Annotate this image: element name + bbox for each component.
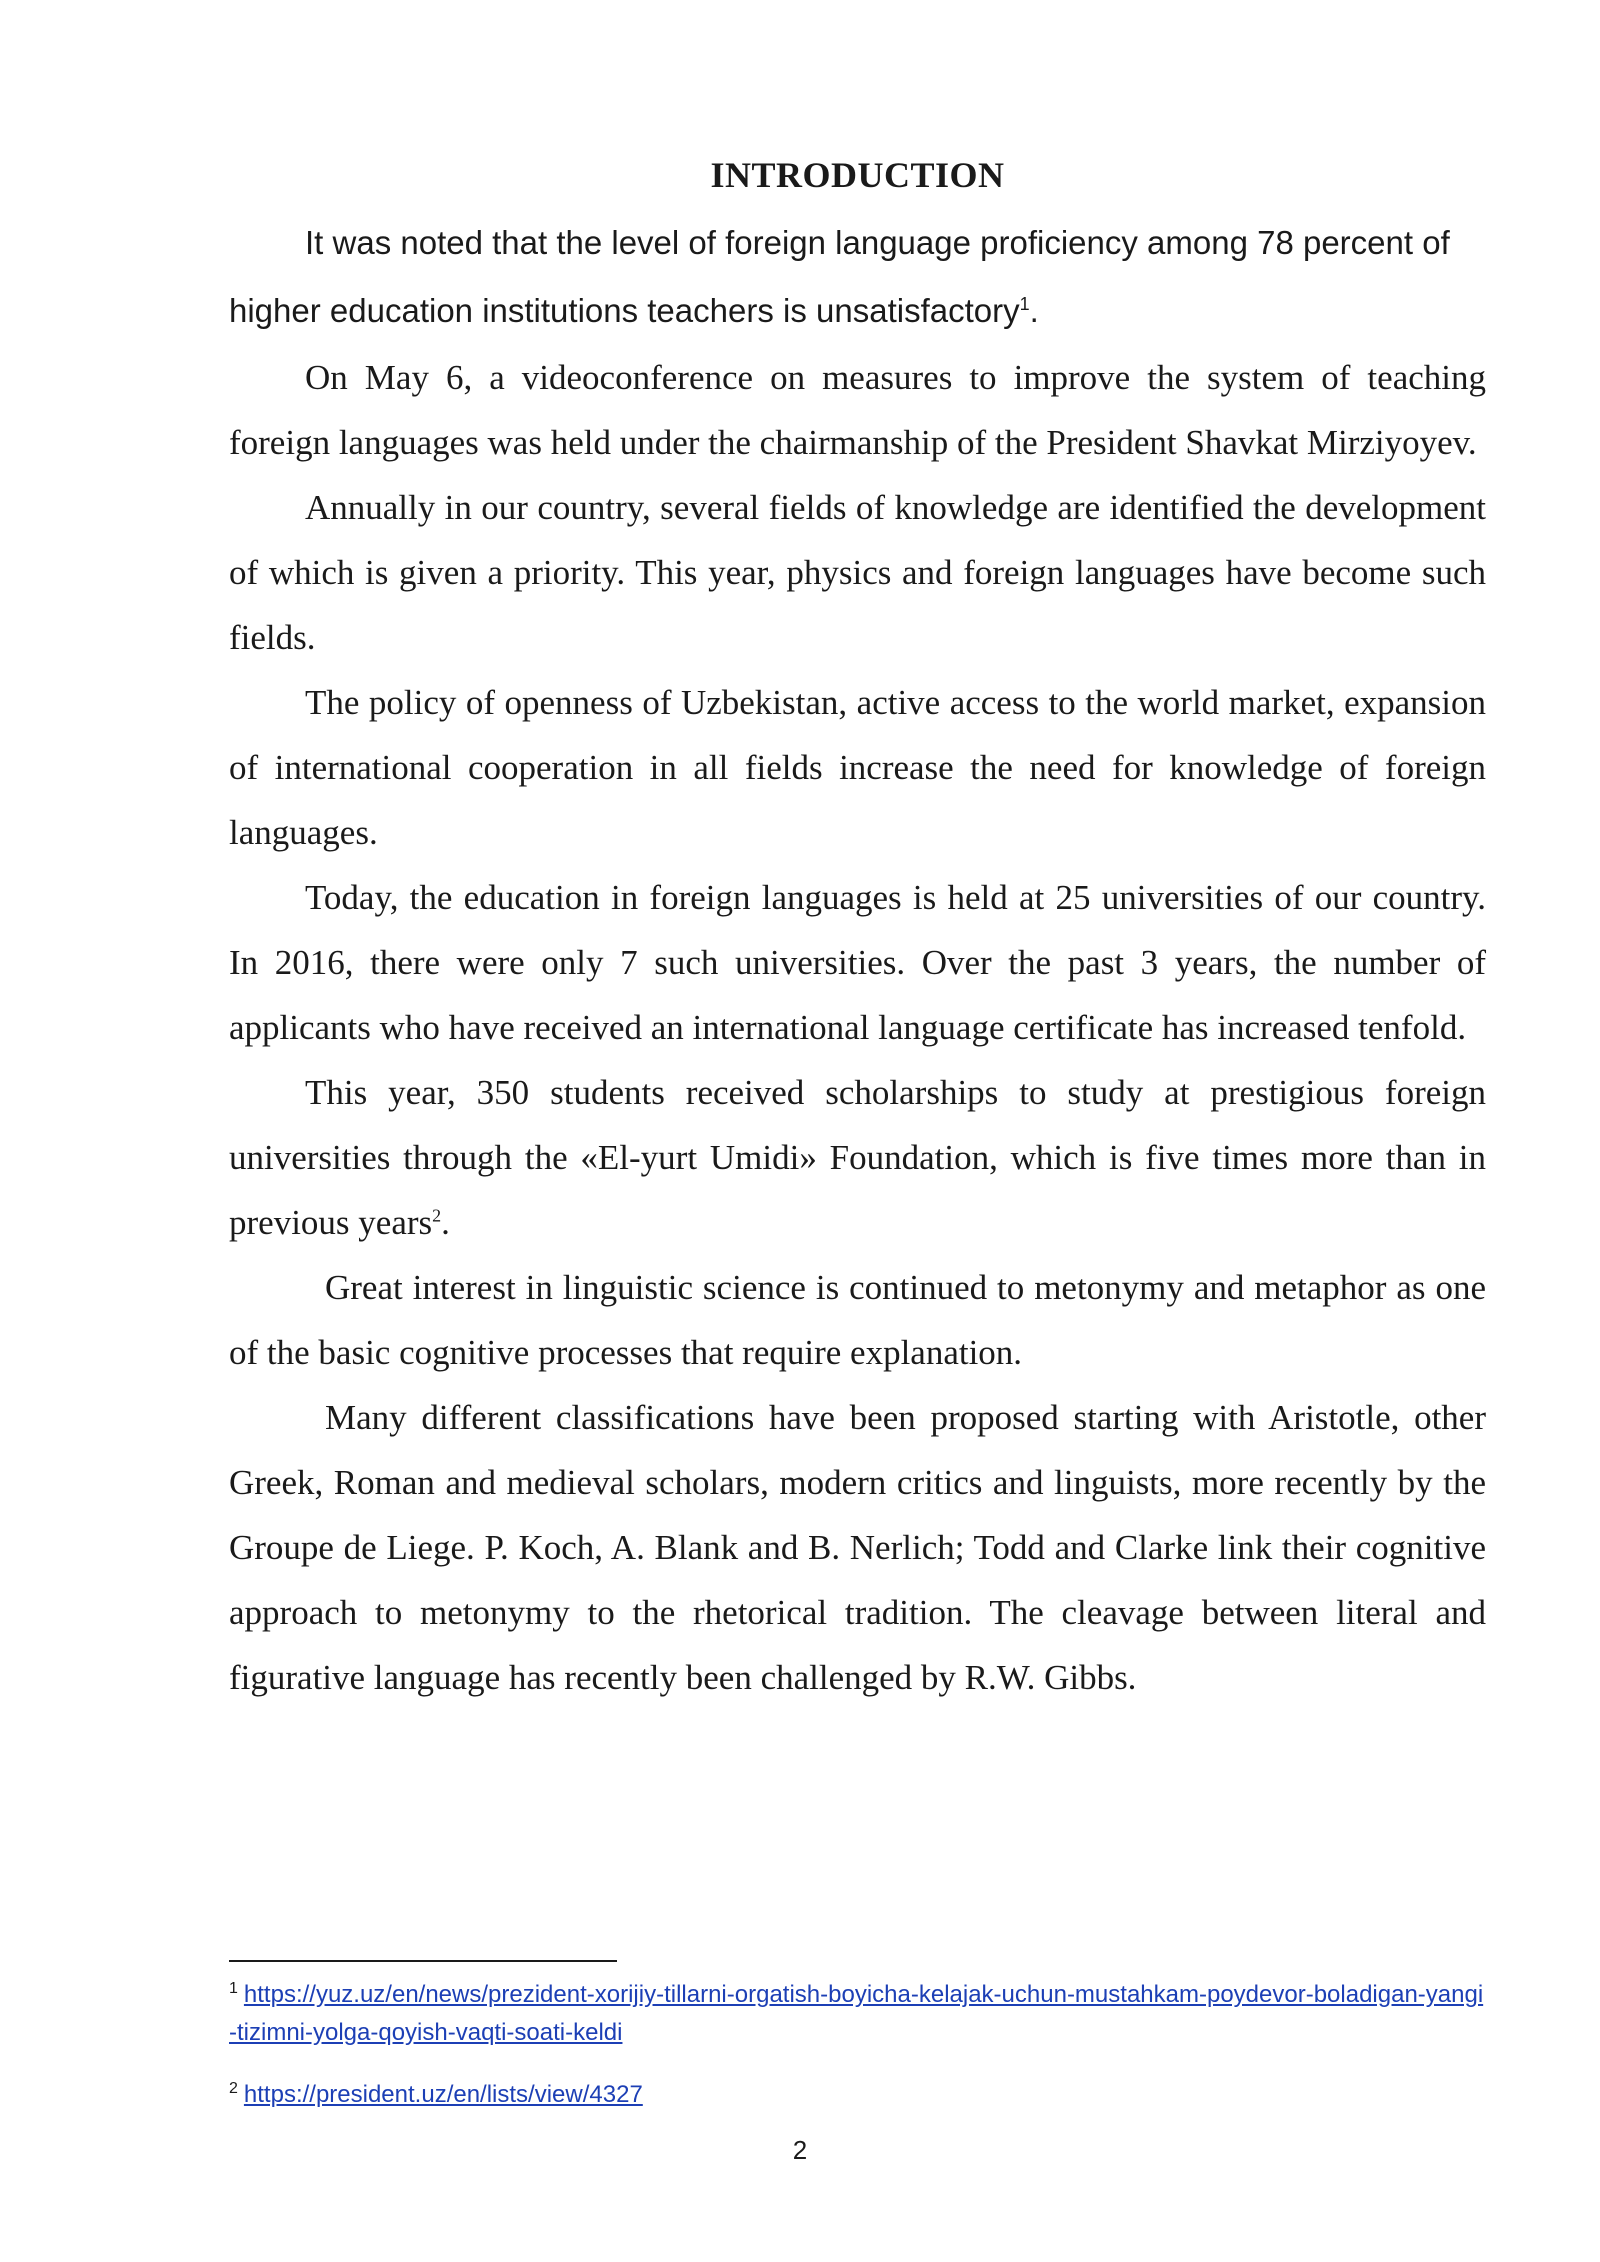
page-body (229, 145, 1486, 1710)
footnote-2-number: 2 (229, 2080, 238, 2097)
paragraph-5: Today, the education in foreign languages is held at 25 universities of our country. In 2016, there were only 7 such universities. Over the past 3 years, the number of applicants who have received an international language certificate has increased tenfold. (229, 878, 1486, 1047)
paragraph-6-tail: . (441, 1203, 450, 1242)
footnote-2-link[interactable]: https://president.uz/en/lists/view/4327 (243, 2081, 643, 2108)
paragraph-1 (229, 209, 1486, 345)
footnotes-section (229, 1976, 1486, 2138)
paragraph-8: Many different classifications have been proposed starting with Aristotle, other Greek, Roman and medieval scholars, modern critics and linguists, more recently by the Groupe de Liege. P. Koch, A. Blank and B. Nerlich; Todd and Clarke link their cognitive approach to metonymy to the rhetorical tradition. The cleavage between literal and figurative language has recently been challenged by R.W. Gibbs. (229, 1398, 1486, 1697)
footnote-ref-1[interactable]: 1 (1019, 294, 1030, 314)
footnote-2 (229, 2076, 1486, 2114)
footnote-1-number: 1 (229, 1980, 238, 1997)
paragraph-4: The policy of openness of Uzbekistan, active access to the world market, expansion of international cooperation in all fields increase the need for knowledge of foreign languages. (229, 683, 1486, 852)
paragraph-7: Great interest in linguistic science is continued to metonymy and metaphor as one of the basic cognitive processes that require explanation. (229, 1268, 1486, 1372)
paragraph-3: Annually in our country, several fields of knowledge are identified the development of which is given a priority. This year, physics and foreign languages have become such fields. (229, 488, 1486, 657)
page-number: 2 (792, 2135, 808, 2165)
paragraph-6-text: This year, 350 students received scholarships to study at prestigious foreign universities through the «El-yurt Umidi» Foundation, which is five times more than in previous years (229, 1073, 1486, 1242)
paragraph-1-tail: . (1029, 292, 1039, 329)
footnote-1 (229, 1976, 1486, 2052)
page-title: INTRODUCTION (710, 155, 1005, 195)
paragraph-1-text: It was noted that the level of foreign language proficiency among 78 percent of higher education institutions teachers is unsatisfactory (229, 224, 1450, 329)
footnote-ref-2[interactable]: 2 (432, 1205, 442, 1226)
footnote-1-link[interactable]: https://yuz.uz/en/news/prezident-xorijiy-tillarni-orgatish-boyicha-kelajak-uchun-mustahkam-poydevor-boladigan-yangi-tizimni-yolga-qoyish-vaqti-soati-keldi (229, 1981, 1484, 2046)
paragraph-2: On May 6, a videoconference on measures to improve the system of teaching foreign languages was held under the chairmanship of the President Shavkat Mirziyoyev. (229, 358, 1486, 462)
footnote-separator (229, 1960, 617, 1962)
paragraph-6 (229, 1060, 1486, 1255)
